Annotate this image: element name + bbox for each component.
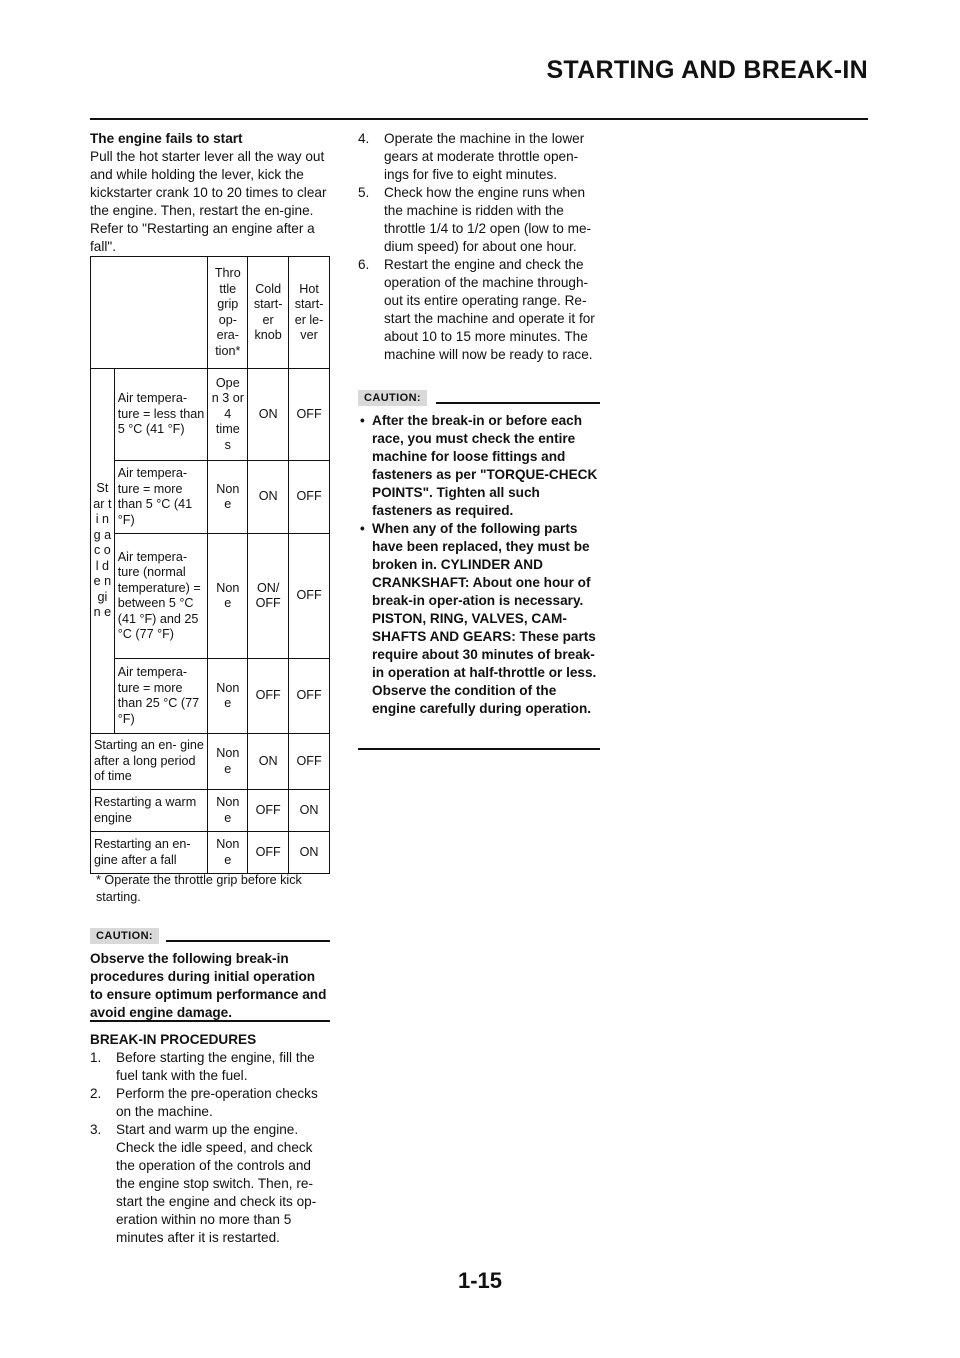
list-item bbox=[90, 1121, 330, 1247]
group-label-starting-cold: St ar ti n g a c ol d e n gi n e bbox=[91, 369, 115, 734]
header-throttle: Thro ttle grip op- era- tion* bbox=[208, 257, 248, 369]
row-throttle: Non e bbox=[208, 734, 248, 790]
step-text: Before starting the engine, fill the fuel tank with the fuel. bbox=[116, 1050, 315, 1083]
row-hot: ON bbox=[289, 832, 330, 874]
page-title: STARTING AND BREAK-IN bbox=[546, 56, 868, 84]
list-item bbox=[358, 256, 600, 364]
step-number: 1. bbox=[90, 1050, 102, 1065]
header-rule bbox=[90, 118, 868, 120]
row-condition: Air tempera- ture (normal temperature) = between 5 °C (41 °F) and 25 °C (77 °F) bbox=[114, 534, 208, 659]
step-text: Restart the engine and check the operation of the machine through-out its entire operating range. Re-start the machine and operate it for about 10 to 15 more minutes. The machine will now be ready to race. bbox=[384, 257, 595, 362]
left-column bbox=[90, 130, 330, 256]
caution-bottom-rule bbox=[90, 1020, 330, 1022]
left-caution bbox=[90, 926, 330, 1022]
table-row bbox=[91, 461, 330, 534]
fail-heading: The engine fails to start bbox=[90, 131, 243, 146]
row-throttle: Non e bbox=[208, 790, 248, 832]
list-item bbox=[358, 520, 600, 718]
caution-text: Observe the following break-in procedures during initial operation to ensure optimum performance and avoid engine damage. bbox=[90, 951, 327, 1020]
step-number: 5. bbox=[358, 185, 370, 200]
bullet-text: When any of the following parts have been replaced, they must be broken in. CYLINDER AND CRANKSHAFT: About one hour of break-in oper-ation is necessary. PISTON, RING, VALVES, CAM-SHAFTS AND GEARS: These parts require about 30 minutes of break-in operation at half-throttle or less. Observe the condition of the engine carefully during operation. bbox=[372, 521, 597, 716]
row-condition: Restarting an en- gine after a fall bbox=[91, 832, 208, 874]
row-throttle: Non e bbox=[208, 659, 248, 734]
list-item bbox=[358, 130, 600, 184]
row-condition: Air tempera- ture = less than 5 °C (41 °F) bbox=[114, 369, 208, 461]
row-cold: OFF bbox=[248, 790, 289, 832]
row-cold: ON bbox=[248, 369, 289, 461]
row-throttle: Non e bbox=[208, 461, 248, 534]
row-throttle: Non e bbox=[208, 832, 248, 874]
fail-text: Pull the hot starter lever all the way out and while holding the lever, kick the kickstarter crank 10 to 20 times to clear the engine. Then, restart the en-gine. Refer to "Restarting an engine after a fall". bbox=[90, 149, 327, 254]
right-column bbox=[358, 130, 600, 364]
step-number: 4. bbox=[358, 131, 370, 146]
table-row bbox=[91, 790, 330, 832]
row-hot: OFF bbox=[289, 461, 330, 534]
caution-bottom-rule bbox=[358, 748, 600, 750]
list-item bbox=[90, 1085, 330, 1121]
list-item bbox=[358, 412, 600, 520]
row-cold: ON bbox=[248, 734, 289, 790]
step-text: Start and warm up the engine. Check the idle speed, and check the operation of the controls and the engine stop switch. Then, re-start the engine and check its op-eration within no more than 5 minutes after it is restarted. bbox=[116, 1122, 317, 1245]
step-text: Check how the engine runs when the machine is ridden with the throttle 1/4 to 1/2 open (low to me-dium speed) for about one hour. bbox=[384, 185, 592, 254]
bullet-icon: • bbox=[360, 413, 365, 428]
breakin-section bbox=[90, 1031, 330, 1247]
row-hot: ON bbox=[289, 790, 330, 832]
bullet-icon: • bbox=[360, 521, 365, 536]
table-row bbox=[91, 734, 330, 790]
caution-bullets bbox=[358, 412, 600, 718]
breakin-heading: BREAK-IN PROCEDURES bbox=[90, 1032, 257, 1047]
table-row bbox=[91, 534, 330, 659]
step-number: 6. bbox=[358, 257, 370, 272]
list-item bbox=[90, 1049, 330, 1085]
table-row bbox=[91, 659, 330, 734]
row-cold: ON/ OFF bbox=[248, 534, 289, 659]
row-condition: Air tempera- ture = more than 5 °C (41 °F) bbox=[114, 461, 208, 534]
row-condition: Restarting a warm engine bbox=[91, 790, 208, 832]
step-text: Operate the machine in the lower gears at moderate throttle open-ings for five to eight minutes. bbox=[384, 131, 585, 182]
breakin-steps-left bbox=[90, 1049, 330, 1247]
step-number: 2. bbox=[90, 1086, 102, 1101]
row-cold: OFF bbox=[248, 832, 289, 874]
table-header-blank bbox=[91, 257, 208, 369]
row-throttle: Non e bbox=[208, 534, 248, 659]
table-row bbox=[91, 369, 330, 461]
caution-badge: CAUTION: bbox=[90, 928, 159, 944]
right-caution bbox=[358, 388, 600, 718]
caution-top-rule bbox=[436, 402, 600, 404]
starting-table bbox=[90, 256, 330, 874]
row-condition: Starting an en- gine after a long period of time bbox=[91, 734, 208, 790]
row-hot: OFF bbox=[289, 534, 330, 659]
row-condition: Air tempera- ture = more than 25 °C (77 °F) bbox=[114, 659, 208, 734]
table-header-row bbox=[91, 257, 330, 369]
table-row bbox=[91, 832, 330, 874]
row-cold: OFF bbox=[248, 659, 289, 734]
list-item bbox=[358, 184, 600, 256]
step-text: Perform the pre-operation checks on the machine. bbox=[116, 1086, 318, 1119]
page-number: 1-15 bbox=[457, 1268, 503, 1293]
bullet-text: After the break-in or before each race, you must check the entire machine for loose fittings and fasteners as per "TORQUE-CHECK POINTS". Tighten all such fasteners as required. bbox=[372, 413, 598, 518]
breakin-steps-right bbox=[358, 130, 600, 364]
row-cold: ON bbox=[248, 461, 289, 534]
step-number: 3. bbox=[90, 1122, 102, 1137]
caution-top-rule bbox=[166, 940, 330, 942]
header-cold-starter: Cold start- er knob bbox=[248, 257, 289, 369]
row-hot: OFF bbox=[289, 369, 330, 461]
row-throttle: Ope n 3 or 4 time s bbox=[208, 369, 248, 461]
table-footnote: * Operate the throttle grip before kick starting. bbox=[96, 873, 302, 904]
row-hot: OFF bbox=[289, 734, 330, 790]
row-hot: OFF bbox=[289, 659, 330, 734]
caution-badge: CAUTION: bbox=[358, 390, 427, 406]
header-hot-starter: Hot start- er le- ver bbox=[289, 257, 330, 369]
